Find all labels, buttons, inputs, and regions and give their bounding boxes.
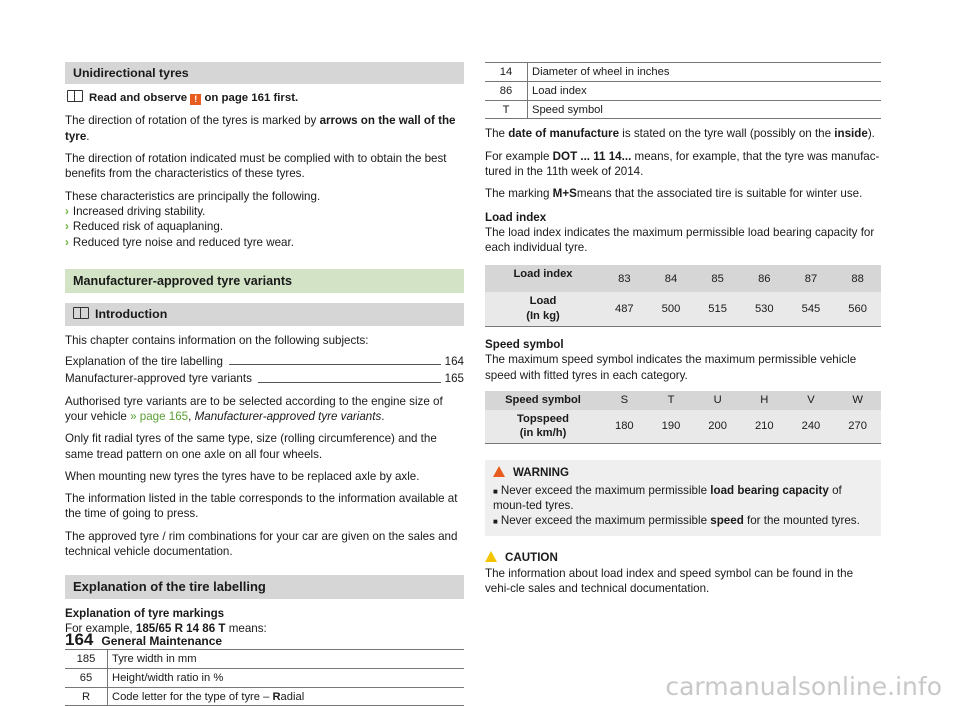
section-header-unidirectional: Unidirectional tyres (65, 62, 464, 84)
marking-heading: Explanation of tyre markings (65, 606, 225, 620)
caution-title: CAUTION (485, 550, 881, 565)
example-line: For example, 185/65 R 14 86 T means: (65, 621, 267, 635)
footer-title: General Maintenance (101, 634, 223, 648)
section-header-explanation: Explanation of the tire labelling (65, 575, 464, 598)
paragraph-characteristics: These characteristics are principally the following. (65, 189, 321, 203)
warning-title: WARNING (493, 465, 873, 480)
table-row: 86 Load index (485, 81, 881, 100)
chevron-right-icon: › (65, 220, 69, 234)
table-row: Load index 83 84 85 86 87 88 (485, 265, 881, 292)
read-observe-page: on page 161 first. (204, 92, 299, 105)
paragraph-dot-example: For example DOT ... 11 14... means, for example, that the tyre was manufac-tured in the 11th week of 2014. (485, 149, 880, 178)
page-footer (65, 629, 222, 651)
read-observe-text: Read and observe (89, 92, 188, 105)
table-row: T Speed symbol (485, 100, 881, 119)
intro-text: This chapter contains information on the following subjects: (65, 333, 369, 347)
load-text: The load index indicates the maximum permissible load bearing capacity for each individual tyre. (485, 225, 875, 255)
table-row: Speed symbol S T U H V W (485, 391, 881, 410)
caution-icon (485, 551, 497, 562)
warning-icon (493, 466, 505, 477)
read-observe-note (65, 90, 464, 106)
right-column (485, 62, 881, 596)
speed-text: The maximum speed symbol indicates the maximum permissible vehicle speed with fitted tyres in each category. (485, 353, 857, 382)
table-row: 185 Tyre width in mm (65, 650, 464, 669)
warning-item: ■ Never exceed the maximum permissible speed for the mounted tyres. (493, 514, 860, 528)
marking-table-right (485, 62, 881, 119)
paragraph-info: The information listed in the table corresponds to the information available at the time of going to press. (65, 492, 458, 521)
paragraph-direction: The direction of rotation of the tyres is marked by arrows on the wall of the tyre. (65, 114, 456, 143)
left-column (65, 62, 464, 706)
load-heading: Load index (485, 210, 547, 224)
caution-text: The information about load index and speed symbol can be found in the vehi-cle sales and technical documentation. (485, 566, 854, 595)
speed-symbol-table (485, 391, 881, 444)
caution-box (485, 550, 881, 596)
paragraph-fit: Only fit radial tyres of the same type, size (rolling circumference) and the same tread pattern on one axle on all four wheels. (65, 432, 437, 461)
warning-icon: ! (190, 94, 201, 105)
page-number: 164 (65, 630, 94, 649)
paragraph-date: The date of manufacture is stated on the tyre wall (possibly on the inside). (485, 127, 875, 141)
marking-table-left (65, 649, 464, 706)
warning-item: ■ Never exceed the maximum permissible load bearing capacity of moun-ted tyres. (493, 483, 842, 512)
warning-box (485, 460, 881, 536)
table-row: Topspeed (in km/h) 180 190 200 210 240 270 (485, 410, 881, 444)
paragraph-approved: The approved tyre / rim combinations for your car are given on the sales and technical vehicle documentation. (65, 529, 458, 559)
chevron-right-icon: › (65, 204, 69, 218)
paragraph-mount: When mounting new tyres the tyres have to be replaced axle by axle. (65, 469, 420, 483)
table-row: 14 Diameter of wheel in inches (485, 63, 881, 82)
page-link[interactable]: » page 165 (130, 409, 189, 423)
table-row: Load (In kg) 487 500 515 530 545 560 (485, 292, 881, 326)
section-header-introduction: Introduction (65, 303, 464, 325)
book-icon (67, 90, 83, 102)
speed-heading: Speed symbol (485, 337, 564, 351)
book-icon (73, 307, 89, 319)
paragraph-authorised: Authorised tyre variants are to be selected according to the engine size of your vehicle » page 165, Manufacturer-approved tyre variants. (65, 394, 443, 423)
section-header-approved: Manufacturer-approved tyre variants (65, 269, 464, 294)
chevron-right-icon: › (65, 235, 69, 249)
paragraph-complied: The direction of rotation indicated must be complied with to obtain the best benefits from the characteristics of these tyres. (65, 152, 447, 181)
list-item: › Increased driving stability. (65, 204, 206, 218)
watermark: carmanualsonline.info (665, 672, 942, 701)
list-item: › Reduced risk of aquaplaning. (65, 220, 224, 234)
table-row: R Code letter for the type of tyre – Radial (65, 687, 464, 706)
list-item: › Reduced tyre noise and reduced tyre wear. (65, 235, 294, 249)
paragraph-ms: The marking M+Smeans that the associated tire is suitable for winter use. (485, 187, 863, 201)
table-row: 65 Height/width ratio in % (65, 668, 464, 687)
toc-entry[interactable]: Explanation of the tire labelling 164 (65, 355, 464, 369)
toc-entry[interactable]: Manufacturer-approved tyre variants 165 (65, 372, 464, 386)
load-index-table (485, 265, 881, 327)
